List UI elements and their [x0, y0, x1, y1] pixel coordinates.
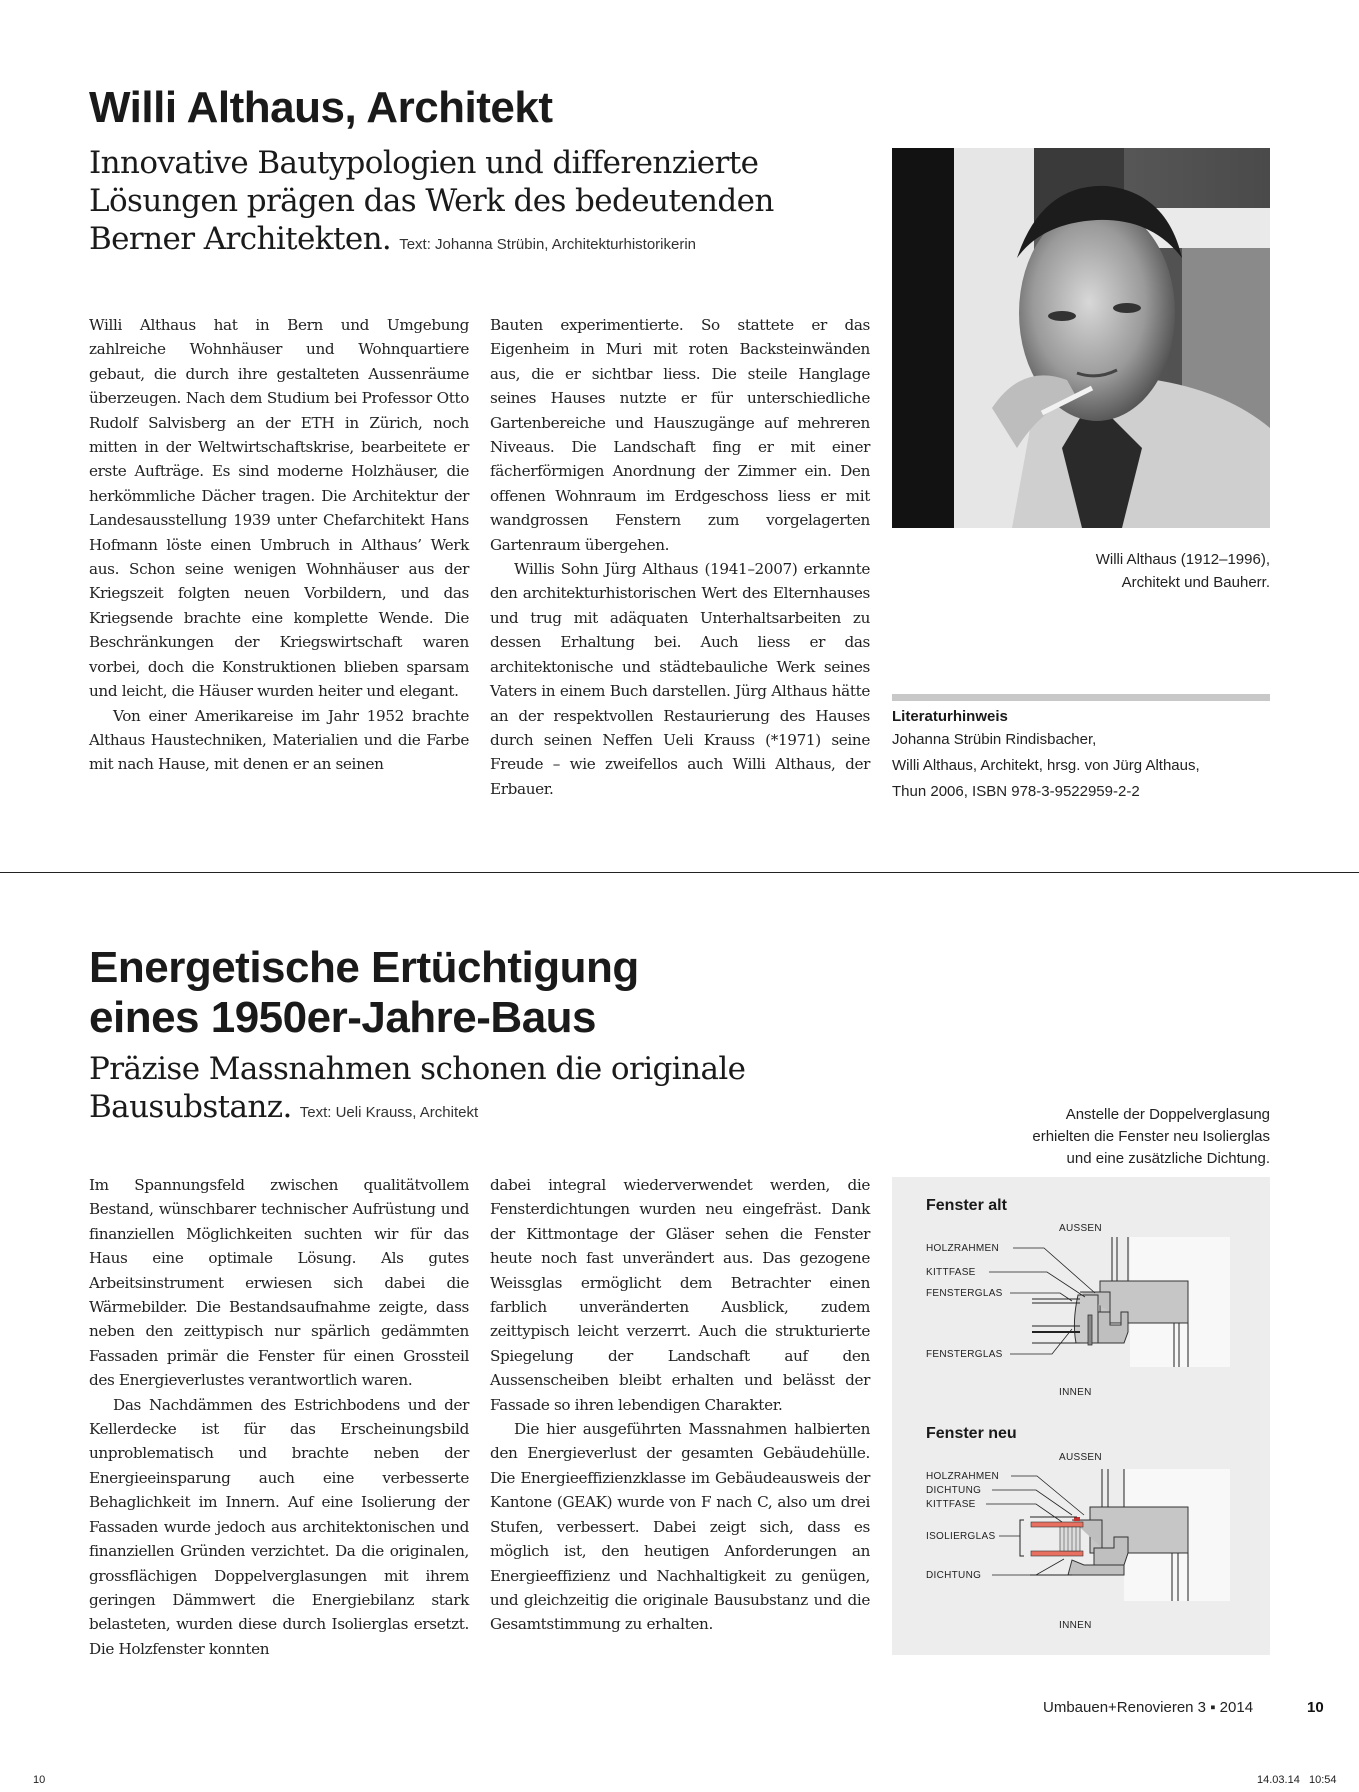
literature-box — [892, 708, 1312, 805]
paragraph: dabei integral wiederverwendet werden, die Fensterdichtungen wurden neu eingefräst. Dank der Kittmontage der Gläser sehen die Fenster heute noch fast unverändert aus. Das gezogene Weissglas ermöglicht dem Betrachter einen farblich unveränderten Ausblick, zudem zeittypisch leicht verzerrt. Auch die strukturierte Spiegelung der Landschaft auf den Aussenscheiben bleibt erhalten und belässt der Fassade so ihren lebendigen Charakter. — [490, 1176, 870, 1414]
article1-headline: Willi Althaus, Architekt — [89, 83, 553, 132]
literature-divider — [892, 694, 1270, 701]
page-number: 10 — [1307, 1699, 1324, 1716]
paragraph: Bauten experimentierte. So stattete er das Eigenheim in Muri mit roten Backsteinwänden aus, die er sichtbar liess. Die steile Hanglage seines Hauses nutzte er für unterschiedliche Gartenbereiche und Hauszugänge auf mehreren Niveaus. Die Landschaft fing er mit einer fächerförmigen Anordnung der Zimmer ein. Den offenen Wohnraum im Erdgeschoss liess er mit wandgrossen Fenstern zum vorgelagerten Gartenraum übergehen. — [490, 316, 870, 554]
deck-line: Präzise Massnahmen schonen die originale — [89, 1051, 746, 1087]
article2-byline: Text: Ueli Krauss, Architekt — [299, 1104, 479, 1121]
photo-caption: Willi Althaus (1912–1996), Architekt und Bauherr. — [1095, 551, 1270, 591]
label-innen: INNEN — [1059, 1620, 1092, 1631]
diagram-drawings — [892, 1177, 1270, 1655]
deck-line: Bausubstanz. Text: Ueli Krauss, Architekt — [89, 1089, 479, 1125]
headline-line: eines 1950er-Jahre-Baus — [89, 993, 597, 1042]
label-kittfase: KITTFASE — [926, 1267, 976, 1278]
diagram-caption: Anstelle der Doppelverglasung erhielten die Fenster neu Isolierglas und eine zusätzliche Dichtung. — [1032, 1106, 1270, 1167]
diagram-old — [926, 1223, 1230, 1398]
label-holzrahmen: HOLZRAHMEN — [926, 1471, 1000, 1482]
literature-line: Willi Althaus, Architekt, hrsg. von Jürg Althaus, — [892, 757, 1200, 774]
label-fensterglas-2: FENSTERGLAS — [926, 1349, 1003, 1360]
window-section-diagram — [892, 1177, 1270, 1655]
isolierglas-outer — [1031, 1522, 1083, 1527]
publication-name: Umbauen+Renovieren 3 ▪ 2014 — [1043, 1699, 1254, 1716]
article1-deck — [89, 144, 879, 264]
paragraph: Die hier ausgeführten Massnahmen halbierten den Energieverlust der gesamten Gebäudehülle. Die Energieeffizienzklasse im Gebäudeausweis der Kantone (GEAK) wurde von F nach C, also um drei Stufen, verbessert. Dabei zeigt sich, dass es möglich ist, den heutigen Anforderungen an Energieeffizienz und Nachhaltigkeit zu genügen, und gleichzeitig die originale Bausubstanz und die Gesamtstimmung zu erhalten. — [490, 1420, 870, 1634]
sash-frame — [1090, 1507, 1188, 1553]
article2-column-2 — [490, 1173, 870, 1637]
deck-line: Lösungen prägen das Werk des bedeutenden — [89, 183, 774, 219]
article1-column-1 — [89, 313, 469, 777]
article1-byline: Text: Johanna Strübin, Architekturhistorikerin — [399, 236, 697, 253]
article1-column-2 — [490, 313, 870, 801]
paragraph: Im Spannungsfeld zwischen qualitätvollem Bestand, wünschbarer technischer Aufrüstung und finanziellen Möglichkeiten suchten wir für das Haus eine optimale Lösung. Als gutes Arbeitsinstrument erwiesen sich dabei die Wärmebilder. Die Bestandsaufnahme zeigte, dass neben den zeittypisch nur spärlich gedämmten Fassaden primär die Fenster für einen Grossteil des Energieverlustes verantwortlich waren. — [89, 1176, 469, 1390]
isolierglas-inner — [1031, 1551, 1083, 1556]
slug-page: 10 — [33, 1774, 46, 1786]
portrait-image — [892, 148, 1270, 528]
label-aussen: AUSSEN — [1059, 1223, 1102, 1234]
paragraph: Willis Sohn Jürg Althaus (1941–2007) erkannte den architekturhistorischen Wert des Elternhauses und trug mit adäquaten Unterhaltsarbeiten zu dessen Erhaltung bei. Auch liess er das architektonische und städtebauliche Werk seines Vaters in einem Buch darstellen. Jürg Althaus hätte an der respektvollen Restaurierung des Hauses durch seinen Neffen Ueli Krauss (*1971) seine Freude – wie zweifellos auch Willi Althaus, der Erbauer. — [490, 560, 870, 798]
sash-frame — [1100, 1281, 1188, 1323]
paragraph: Willi Althaus hat in Bern und Umgebung zahlreiche Wohnhäuser und Wohnquartiere gebaut, die durch ihre gestalteten Aussenräume überzeugen. Nach dem Studium bei Professor Otto Rudolf Salvisberg an der ETH in Zürich, noch mitten in der Weltwirtschaftskrise, bearbeitete er erste Aufträge. Es sind moderne Holzhäuser, die herkömmliche Dächer tragen. Die Architektur der Landesausstellung 1939 unter Chefarchitekt Hans Hofmann löste einen Umbruch in Althaus’ Werk aus. Schon seine wenigen Wohnhäuser aus der Kriegszeit folgten neuen Vorbildern, und das Kriegsende brachte eine komplette Wende. Die Beschränkungen der Kriegswirtschaft waren vorbei, doch die Konstruktionen blieben sparsam und leicht, die Häuser wurden heiter und elegant. — [89, 316, 469, 701]
label-dichtung-2: DICHTUNG — [926, 1570, 982, 1581]
deck-line: Innovative Bautypologien und differenzierte — [89, 145, 759, 181]
label-isolierglas: ISOLIERGLAS — [926, 1531, 996, 1542]
diagram-new — [926, 1452, 1230, 1631]
article2-headline — [89, 943, 639, 1043]
literature-title: Literaturhinweis — [892, 708, 1008, 725]
literature-line: Thun 2006, ISBN 978-3-9522959-2-2 — [892, 783, 1140, 800]
label-innen: INNEN — [1059, 1387, 1092, 1398]
diagram-old-title: Fenster alt — [926, 1197, 1007, 1214]
paragraph: Das Nachdämmen des Estrichbodens und der Kellerdecke ist für das Erscheinungsbild unproblematisch und brachte neben der Energieeinsparung auch eine verbesserte Behaglichkeit im Innern. Auf eine Isolierung der Fassaden wurde jedoch aus architektonischen und finanziellen Gründen verzichtet. Da die originalen, grossflächigen Doppelverglasungen mit ihrem geringen Dämmwert die Energiebilanz stark belasteten, wurden diese durch Isolierglas ersetzt. Die Holzfenster konnten — [89, 1395, 469, 1658]
paragraph: Von einer Amerikareise im Jahr 1952 brachte Althaus Haustechniken, Materialien und die Farbe mit nach Hause, mit denen er an seinen — [89, 706, 469, 774]
label-dichtung-1: DICHTUNG — [926, 1485, 982, 1496]
label-holzrahmen: HOLZRAHMEN — [926, 1243, 1000, 1254]
literature-line: Johanna Strübin Rindisbacher, — [892, 731, 1097, 748]
article2-column-1 — [89, 1173, 469, 1661]
label-kittfase: KITTFASE — [926, 1499, 976, 1510]
deck-line: Berner Architekten. Text: Johanna Strübin, Architekturhistorikerin — [89, 221, 697, 257]
label-aussen: AUSSEN — [1059, 1452, 1102, 1463]
section-divider — [0, 872, 1359, 873]
headline-line: Energetische Ertüchtigung — [89, 943, 639, 992]
article2-deck — [89, 1050, 879, 1132]
diagram-new-title: Fenster neu — [926, 1425, 1017, 1442]
label-fensterglas-1: FENSTERGLAS — [926, 1288, 1003, 1299]
portrait-photo — [892, 148, 1270, 528]
slug-timestamp: 14.03.14 10:54 — [1257, 1774, 1337, 1786]
